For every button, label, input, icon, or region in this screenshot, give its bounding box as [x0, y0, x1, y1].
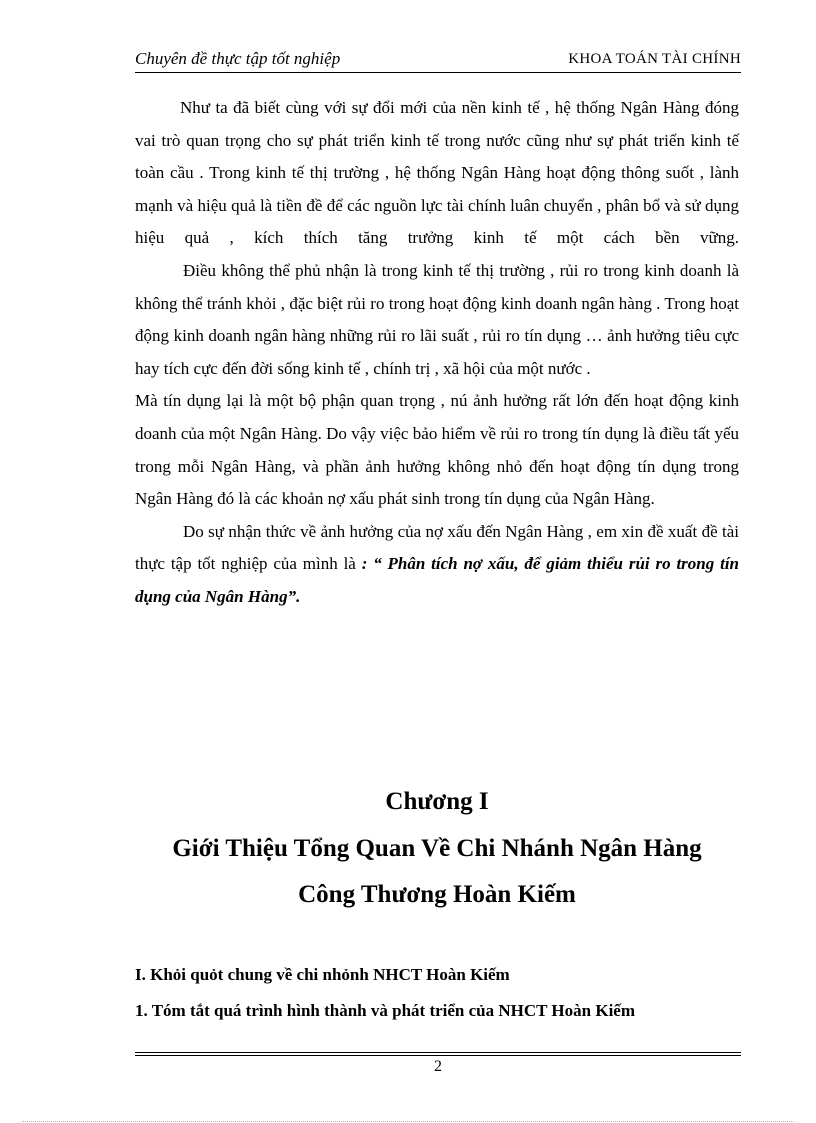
intro-body	[135, 92, 739, 614]
intro-paragraph-4-lead: Do sự nhận thức về ảnh hưởng của nợ xấu đến Ngân Hàng , em xin đề xuất đề tài thực tập tốt nghiệp của mình là	[135, 521, 739, 574]
intro-paragraph-1: Như ta đã biết cùng với sự đổi mới của nền kinh tế , hệ thống Ngân Hàng đóng vai trò quan trọng cho sự phát triển kinh tế trong nước cũng như sự phát triển kinh tế toàn cầu . Trong kinh tế thị trường , hệ thống Ngân Hàng hoạt động thông suốt , lành mạnh và hiệu quả là tiền đề để các nguồn lực tài chính luân chuyển , phân bổ và sử dụng hiệu quả , kích thích tăng trưởng kinh tế một cách bền vững.	[135, 98, 739, 248]
section-heading-1: I. Khỏi quỏt chung về chi nhỏnh NHCT Hoàn Kiếm	[135, 965, 510, 984]
footer-rule-top	[135, 1052, 741, 1053]
chapter-title-line-2: Công Thương Hoàn Kiếm	[298, 881, 576, 908]
page-number: 2	[434, 1058, 442, 1075]
intro-paragraph-3: Mà tín dụng lại là một bộ phận quan trọng , nú ảnh hưởng rất lớn đến hoạt động kinh doanh của một Ngân Hàng. Do vậy việc bảo hiểm về rủi ro trong tín dụng là điều tất yếu trong mỗi Ngân Hàng, và phần ảnh hưởng không nhỏ đến hoạt động tín dụng trong Ngân Hàng đó là các khoản nợ xấu phát sinh trong tín dụng của Ngân Hàng.	[135, 391, 739, 509]
chapter-number: Chương I	[385, 788, 489, 815]
header-document-type: Chuyên đề thực tập tốt nghiệp	[135, 49, 341, 68]
intro-paragraph-2: Điều không thể phủ nhận là trong kinh tế thị trường , rủi ro trong kinh doanh là không thể tránh khỏi , đặc biệt rủi ro trong hoạt động kinh doanh ngân hàng . Trong hoạt động kinh doanh ngân hàng những rủi ro lãi suất , rủi ro tín dụng … ảnh hưởng tiêu cực hay tích cực đến đời sống kinh tế , chính trị , xã hội của một nước .	[135, 260, 739, 378]
chapter-title-line-1: Giới Thiệu Tổng Quan Về Chi Nhánh Ngân Hàng	[172, 835, 702, 862]
footer-rule-bottom	[135, 1055, 741, 1056]
header-faculty: KHOA TOÁN TÀI CHÍNH	[568, 51, 741, 67]
page-boundary	[22, 1121, 794, 1122]
intro-paragraph-4	[135, 516, 739, 614]
thesis-topic: : “ Phân tích nợ xấu, để giảm thiểu rủi ro trong tín dụng của Ngân Hàng”.	[135, 554, 739, 606]
page-header	[135, 48, 741, 73]
section-heading-2: 1. Tóm tắt quá trình hình thành và phát triển của NHCT Hoàn Kiếm	[135, 1001, 636, 1020]
